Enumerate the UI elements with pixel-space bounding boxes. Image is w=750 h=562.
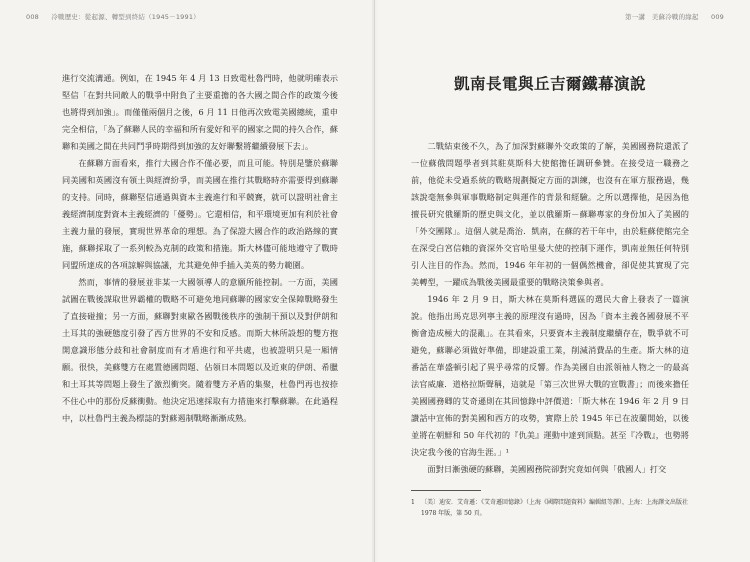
footnote-number: 1 (411, 499, 415, 506)
right-page (375, 0, 750, 562)
right-running-header (615, 12, 724, 21)
right-paragraph-2: 1946 年 2 月 9 日，斯大林在莫斯科選區的選民大會上發表了一篇演說。他指出馬克思列寧主義的原理沒有過時，因為「資本主義各國發展不平衡會造成極大的混亂」。在其看來，只要資本主義制度繼續存在，戰爭就不可避免，蘇聯必須做好準備，即建設重工業，削減消費品的生產。斯大林的這番話在華盛頓引起了異乎尋常的反響。作為美國自由派領袖人物之一的最高法官威廉．道格拉斯聲稱，這就是「第三次世界大戰的宣戰書」；而後來擔任美國國務卿的艾奇遜則在其回憶錄中評價道：「斯大林在 1946 年 2 月 9 日讚話中宣佈的對美國和西方的攻勢，實際上於 1945 年已在波蘭開始，以後並將在朝鮮和 50 年代初的『仇美』運動中達到頂點。甚至『冷戰』，也勢將決定我今後的官海生涯。」¹ (411, 294, 689, 457)
left-header-title: 冷戰歷史：從起源、轉型到終結（1945－1991） (51, 13, 200, 21)
right-paragraph-3: 面對日漸強硬的蘇聯，美國國務院卻對究竟如何與「俄國人」打交 (427, 464, 667, 474)
section-title: 凱南長電與丘吉爾鐵幕演說 (453, 74, 646, 93)
left-body-text (62, 70, 338, 427)
footnote-divider (411, 490, 481, 491)
left-paragraph-2: 在蘇聯方面看來，推行大國合作不僅必要，而且可能。特別是鑒於蘇聯同美國和英國沒有領土與經濟紛爭，而美國在推行其戰略時亦需要得到蘇聯的支持。同時，蘇聯堅信通過與資本主義進行和平競賽，就可以證明社會主義經濟制度對資本主義經濟的「優勢」。它還相信，和平環境更加有利於社會主義力量的發展，實現世界革命的理想。為了保證大國合作的政治路線的實施，蘇聯採取了一系列較為克制的政策和措施。斯大林儘可能地遵守了戰時同盟所達成的各項諒解與協議，尤其避免伸手插入美英的勢力範圍。 (62, 158, 338, 270)
left-paragraph-3: 然而，事情的發展並非某一大國領導人的意願所能控制。一方面，美國試圖在戰後謀取世界霸權的戰略不可避免地同蘇聯的國家安全保障戰略發生了直接碰撞；另一方面，蘇聯對東歐各國戰後秩序的強制干預以及對伊朗和土耳其的強硬態度引發了西方世界的不安和反感。而斯大林所設想的雙方抱開意識形態分歧和社會制度而有才盾進行和平共處，也被證明只是一厢情願。很快，美蘇雙方在處置德國問題、佔領日本問題以及近東的伊朗、希臘和土耳其等問題上發生了激烈衝突。隨着雙方矛盾的集聚，杜魯門再也按捺不住心中的那份反蘇衝動。他決定迅速採取有力措施來打擊蘇聯。在此過程中，以杜魯門主義為標誌的對蘇遏制戰略漸漸成熟。 (62, 277, 338, 423)
right-header-title: 第一講 美蘇冷戰的緣起 (625, 13, 699, 21)
right-body-text (411, 138, 689, 478)
right-page-number: 009 (710, 13, 724, 21)
left-paragraph-1: 進行交流溝通。例如，在 1945 年 4 月 13 日致電杜魯門時，他就明確表示堅信「在對共同敵人的戰爭中附負了主要重擔的各大國之間合作的政策今後也將得到加強」。而僅僅兩個月之後，6 月 11 日他再次致電美國總統，重申完全相信，「為了蘇聯人民的幸福和所有愛好和平的國家之間的持久合作，蘇聯和美國之間在共同鬥爭時期得到加強的友好聯繫將繼續發展下去」。 (62, 73, 338, 151)
footnote (411, 497, 691, 519)
left-page-number: 008 (26, 13, 40, 21)
footnote-text: 〔美〕迪安．艾奇遜：《艾奇遜回憶錄》（上海《國際問題資料》編輯組等譯），上海：上海譯文出版社 1978 年版，第 50 頁。 (421, 499, 689, 517)
left-running-header (26, 12, 210, 21)
right-paragraph-1: 二戰結束後不久，為了加深對蘇聯外交政策的了解，美國國務院還派了一位蘇俄問題學者到其駐莫斯科大使館擔任調研參贊。在接受這一職務之前，他從未受過系統的戰略規劃擬定方面的訓練，也沒有在軍方服務過，幾該說毫無參與軍事戰略制定與運作的背景和經驗。之所以選擇他，是因為他擅長研究俄羅斯的歷史與文化，並以俄羅斯－蘇聯專家的身份加入了美國的「外交團隊」。這個人就是喬治．凱南，在蘇的若干年中，由於駐蘇使館完全在深受白宮信賴的資深外交官哈里曼大使的控制下運作，凱南並無任何特別引人注目的作為。然而，1946 年年初的一個偶然機會，卻促使其實現了完美轉型，一躍成為戰後美國最重要的戰略決策參與者。 (411, 141, 689, 287)
